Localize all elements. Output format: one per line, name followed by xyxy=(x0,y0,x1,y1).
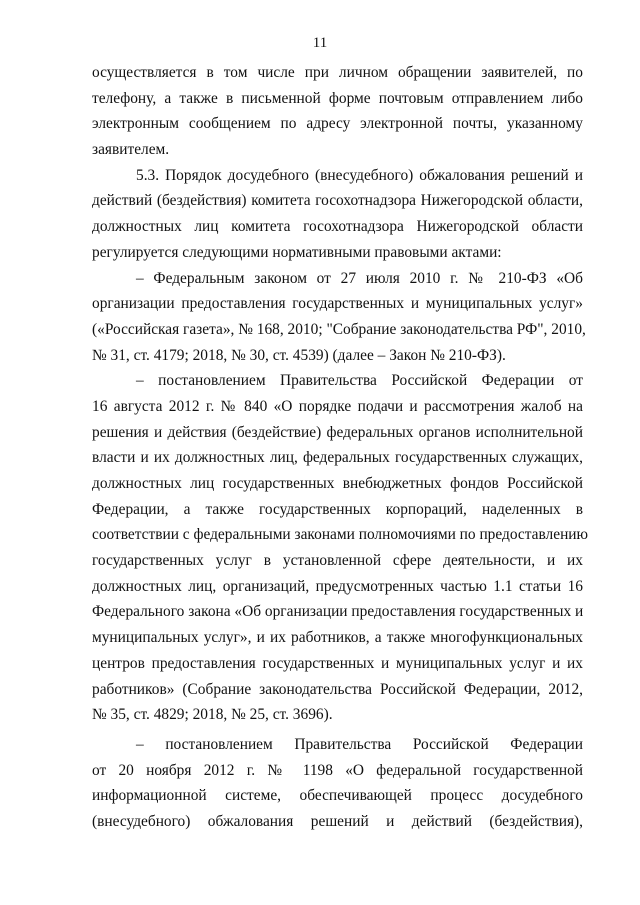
text-line: № 35, ст. 4829; 2018, № 25, ст. 3696). xyxy=(92,706,333,724)
text-line: регулируется следующими нормативными правовыми актами: xyxy=(92,243,502,261)
text-line: заявителем. xyxy=(92,141,170,159)
text-line: 16 августа 2012 г. № 840 «О порядке подачи и рассмотрения жалоб на xyxy=(92,397,583,415)
text-line: № 31, ст. 4179; 2018, № 30, ст. 4539) (далее – Закон № 210-ФЗ). xyxy=(92,346,506,364)
page-number: 11 xyxy=(312,35,328,51)
text-line: осуществляется в том числе при личном обращении заявителей, по xyxy=(92,64,583,81)
text-line: должностных лиц комитета госохотнадзора Нижегородской области xyxy=(92,218,583,236)
text-line: государственных услуг в установленной сфере деятельности, и их xyxy=(92,552,583,570)
text-line: соответствии с федеральными законами полномочиями по предоставлению xyxy=(92,526,589,544)
text-line: центров предоставления государственных и муниципальных услуг и их xyxy=(92,654,583,672)
text-line: работников» (Собрание законодательства Российской Федерации, 2012, xyxy=(92,680,583,698)
body-text xyxy=(92,60,589,835)
text-line: – постановлением Правительства Российской Федерации от xyxy=(136,372,583,390)
text-line: должностных лиц государственных внебюджетных фондов Российской xyxy=(92,475,583,492)
text-line: информационной системе, обеспечивающей процесс досудебного xyxy=(92,787,583,805)
text-line: – постановлением Правительства Российской Федерации xyxy=(136,735,583,753)
text-line: («Российская газета», № 168, 2010; "Собрание законодательства РФ", 2010, xyxy=(92,320,586,338)
text-line: должностных лиц, организаций, предусмотренных частью 1.1 статьи 16 xyxy=(92,577,583,595)
text-line: 5.3. Порядок досудебного (внесудебного) обжалования решений и xyxy=(136,166,583,184)
text-line: Федерального закона «Об организации предоставления государственных и xyxy=(92,603,584,621)
text-line: электронным сообщением по адресу электронной почты, указанному xyxy=(92,115,583,133)
text-line: власти и их должностных лиц, федеральных государственных служащих, xyxy=(92,449,583,467)
text-line: – Федеральным законом от 27 июля 2010 г. № 210-ФЗ «Об xyxy=(136,269,583,287)
text-line: действий (бездействия) комитета госохотнадзора Нижегородской области, xyxy=(92,192,583,210)
text-line: от 20 ноября 2012 г. № 1198 «О федеральной государственной xyxy=(92,761,583,779)
text-line: решения и действия (бездействие) федеральных органов исполнительной xyxy=(92,423,583,441)
text-line: Федерации, а также государственных корпораций, наделенных в xyxy=(92,500,583,518)
text-line: (внесудебного) обжалования решений и действий (бездействия), xyxy=(92,812,583,830)
text-line: организации предоставления государственных и муниципальных услуг» xyxy=(92,295,583,313)
text-line: телефону, а также в письменной форме почтовым отправлением либо xyxy=(92,89,583,107)
text-line: муниципальных услуг», и их работников, а также многофункциональных xyxy=(92,629,583,647)
